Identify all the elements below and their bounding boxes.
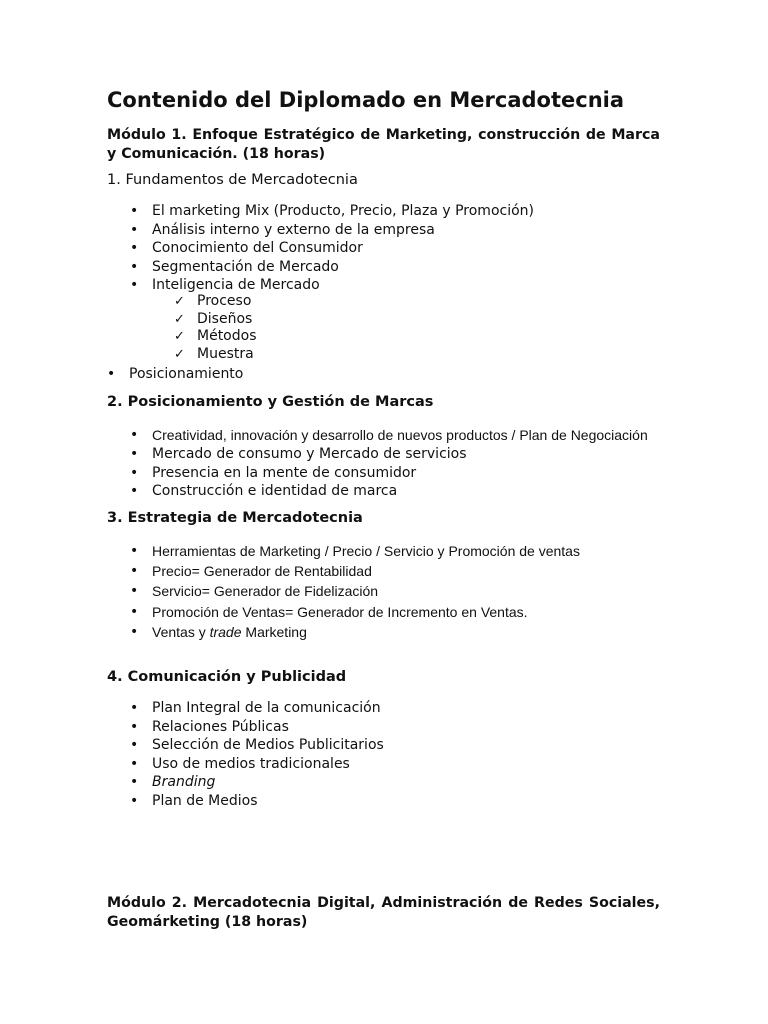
checkmark-icon: ✓ — [174, 346, 185, 362]
sub-list-item: ✓ Métodos — [174, 328, 257, 345]
bullet-icon: • — [130, 240, 139, 257]
document-title: Contenido del Diplomado en Mercadotecnia — [107, 88, 625, 112]
list-item: • Plan de Medios — [130, 792, 258, 809]
list-item: • Selección de Medios Publicitarios — [130, 737, 384, 754]
list-item: • Mercado de consumo y Mercado de servicios — [130, 446, 467, 463]
list-item: • Uso de medios tradicionales — [130, 755, 350, 772]
section-1-heading: 1. Fundamentos de Mercadotecnia — [107, 172, 358, 188]
section-3-list — [130, 541, 580, 642]
bullet-icon: • — [130, 774, 139, 791]
section-3-heading: 3. Estrategia de Mercadotecnia — [107, 510, 363, 526]
list-item: • Ventas y trade Marketing — [130, 622, 580, 642]
bullet-icon: • — [130, 792, 139, 809]
bullet-icon: • — [130, 563, 139, 580]
list-item: • Inteligencia de Mercado — [130, 277, 320, 294]
bullet-icon: • — [130, 737, 139, 754]
list-item: • Creatividad, innovación y desarrollo de nuevos productos / Plan de Negociación — [130, 425, 648, 445]
list-item: • Servicio= Generador de Fidelización — [130, 581, 580, 601]
bullet-icon: • — [130, 483, 139, 500]
section-2-list — [130, 425, 648, 501]
checkmark-icon: ✓ — [174, 329, 185, 345]
module-1-heading: Módulo 1. Enfoque Estratégico de Marketing, construcción de Marca y Comunicación. (18 horas) — [107, 127, 660, 162]
bullet-icon: • — [130, 221, 139, 238]
checkmark-icon: ✓ — [174, 311, 185, 327]
list-item: • Precio= Generador de Rentabilidad — [130, 561, 580, 581]
checkmark-icon: ✓ — [174, 294, 185, 309]
section-2-heading: 2. Posicionamiento y Gestión de Marcas — [107, 394, 434, 410]
module-2-heading: Módulo 2. Mercadotecnia Digital, Administración de Redes Sociales, Geomárketing (18 horas) — [107, 895, 660, 930]
section-4-heading: 4. Comunicación y Publicidad — [107, 669, 347, 685]
list-item: • Promoción de Ventas= Generador de Incremento en Ventas. — [130, 602, 580, 622]
list-item: • El marketing Mix (Producto, Precio, Plaza y Promoción) — [130, 203, 534, 219]
bullet-icon: • — [130, 446, 139, 463]
bullet-icon: • — [130, 427, 139, 443]
bullet-icon: • — [130, 603, 139, 620]
list-item: • Plan Integral de la comunicación — [130, 700, 381, 716]
section-4-list — [130, 699, 384, 811]
bullet-icon: • — [130, 258, 139, 275]
sub-list-item: ✓ Diseños — [174, 310, 253, 327]
bullet-icon: • — [130, 464, 139, 481]
list-item: • Análisis interno y externo de la empresa — [130, 221, 435, 238]
positioning-list — [107, 365, 243, 383]
bullet-icon: • — [107, 366, 116, 382]
bullet-icon: • — [130, 700, 139, 716]
bullet-icon: • — [130, 718, 139, 735]
list-item: • Conocimiento del Consumidor — [130, 240, 363, 257]
list-item: • Posicionamiento — [107, 366, 244, 382]
list-item: • Segmentación de Mercado — [130, 258, 339, 275]
bullet-icon: • — [130, 755, 139, 772]
sub-list-item: ✓ Proceso — [174, 293, 252, 309]
bullet-icon: • — [130, 277, 139, 294]
list-item: • Construcción e identidad de marca — [130, 483, 398, 500]
bullet-icon: • — [130, 583, 139, 600]
market-intelligence-sublist — [174, 293, 257, 363]
section-1-list — [130, 202, 534, 295]
bullet-icon: • — [130, 543, 139, 559]
list-item: • Herramientas de Marketing / Precio / Servicio y Promoción de ventas — [130, 541, 580, 561]
bullet-icon: • — [130, 623, 139, 640]
bullet-icon: • — [130, 203, 139, 219]
list-item: • Presencia en la mente de consumidor — [130, 464, 417, 481]
list-item: • Relaciones Públicas — [130, 718, 289, 735]
list-item: • Branding — [130, 774, 216, 791]
sub-list-item: ✓ Muestra — [174, 345, 254, 362]
